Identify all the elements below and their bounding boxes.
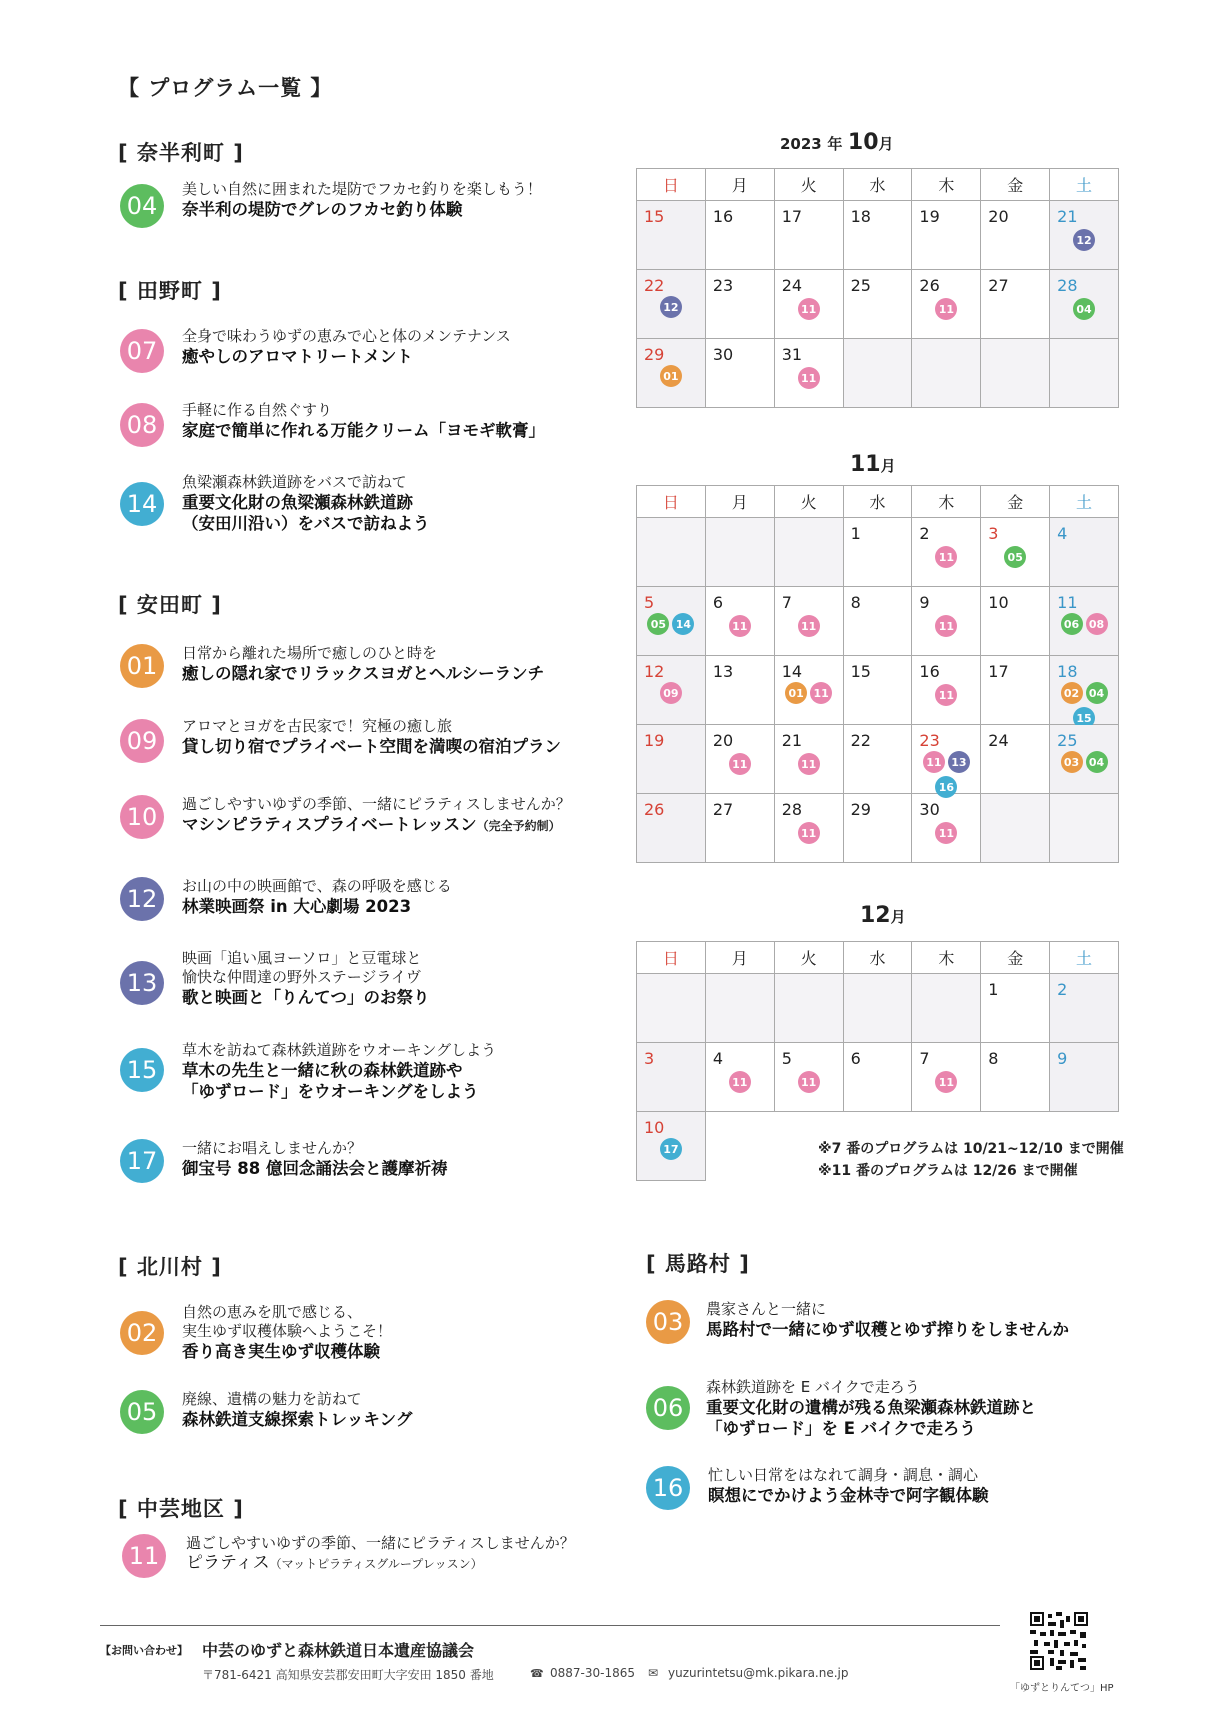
calendar-day <box>844 656 913 725</box>
calendar-day <box>844 201 913 270</box>
program-title: 重要文化財の魚梁瀬森林鉄道跡 <box>182 493 413 512</box>
calendar-day <box>1050 270 1119 339</box>
calendar-october <box>636 168 1119 408</box>
day-number: 20 <box>712 731 734 750</box>
calendar-title-december: 12月 <box>860 903 906 928</box>
program-title: 馬路村で一緒にゆず収穫とゆず搾りをしませんか <box>706 1320 1069 1339</box>
email-address: yuzurintetsu@mk.pikara.ne.jp <box>668 1666 849 1680</box>
program-number-badge: 03 <box>646 1300 690 1344</box>
calendar-day <box>981 974 1050 1043</box>
mail-icon: ✉ <box>648 1666 659 1680</box>
day-number: 26 <box>644 800 665 819</box>
program-subtitle: 過ごしやすいゆずの季節、一緒にピラティスしませんか？ <box>182 795 571 813</box>
calendar-november <box>636 485 1119 863</box>
weekday-header: 金 <box>981 169 1050 201</box>
program-number-badge: 16 <box>646 1466 690 1510</box>
qr-code-icon[interactable] <box>1030 1612 1088 1670</box>
day-number: 22 <box>850 731 871 750</box>
calendar-day <box>1050 339 1119 408</box>
program-title: 癒やしのアロマトリートメント <box>182 347 413 366</box>
program-16 <box>646 1466 1220 1536</box>
calendar-day <box>981 270 1050 339</box>
area-heading-tano: [ 田野町 ] <box>118 279 222 303</box>
program-number-badge: 13 <box>120 961 164 1005</box>
program-number-badge: 12 <box>120 877 164 921</box>
day-number: 23 <box>712 276 734 295</box>
day-number: 28 <box>1057 276 1078 295</box>
day-number: 3 <box>644 1049 655 1068</box>
calendar-day <box>844 270 913 339</box>
day-number: 9 <box>1057 1049 1068 1068</box>
program-14 <box>120 473 700 543</box>
program-number-badge: 02 <box>120 1311 164 1355</box>
program-number-badge: 17 <box>120 1139 164 1183</box>
contact-label: 【お問い合わせ】 <box>100 1644 188 1657</box>
day-number: 21 <box>781 731 803 750</box>
day-number: 4 <box>1057 524 1068 543</box>
area-heading-yasuda: [ 安田町 ] <box>118 593 222 617</box>
calendar-day <box>637 270 706 339</box>
day-number: 24 <box>988 731 1009 750</box>
day-number: 12 <box>644 662 665 681</box>
program-number-badge: 10 <box>120 795 164 839</box>
calendar-day <box>706 518 775 587</box>
area-heading-chugei: [ 中芸地区 ] <box>118 1497 244 1521</box>
calendar-day <box>706 1043 775 1112</box>
program-11 <box>122 1534 702 1604</box>
program-marker: 11 <box>935 822 957 844</box>
calendar-day <box>912 974 981 1043</box>
calendar-day <box>706 794 775 863</box>
calendar-day <box>706 974 775 1043</box>
day-number: 24 <box>781 276 803 295</box>
program-marker: 11 <box>798 1071 820 1093</box>
program-marker: 11 <box>798 753 820 775</box>
day-number: 8 <box>988 1049 999 1068</box>
calendar-title-november: 11月 <box>850 452 896 477</box>
area-heading-umaji: [ 馬路村 ] <box>646 1252 750 1276</box>
weekday-header: 水 <box>844 942 913 974</box>
calendar-day <box>912 794 981 863</box>
program-title: 歌と映画と「りんてつ」のお祭り <box>182 988 430 1007</box>
day-number: 11 <box>1057 593 1078 612</box>
weekday-header: 火 <box>775 169 844 201</box>
program-title: ピラティス <box>186 1553 270 1573</box>
calendar-day <box>844 974 913 1043</box>
day-number: 13 <box>712 662 734 681</box>
program-marker: 11 <box>798 367 820 389</box>
day-number: 2 <box>1057 980 1068 999</box>
program-06 <box>646 1378 1220 1448</box>
calendar-day <box>912 339 981 408</box>
day-number: 25 <box>1057 731 1078 750</box>
day-number: 29 <box>850 800 871 819</box>
calendar-day <box>637 1043 706 1112</box>
calendar-day <box>1050 725 1119 794</box>
day-number: 28 <box>781 800 803 819</box>
calendar-day <box>637 518 706 587</box>
program-title: 瞑想にでかけよう金林寺で阿字観体験 <box>708 1486 989 1505</box>
program-title: 御宝号 88 億回念誦法会と護摩祈祷 <box>182 1159 448 1178</box>
program-subtitle: 自然の恵みを肌で感じる、 <box>182 1303 363 1321</box>
calendar-day <box>844 794 913 863</box>
program-marker: 12 <box>660 296 682 318</box>
calendar-day <box>912 725 981 794</box>
calendar-day <box>706 587 775 656</box>
weekday-header: 木 <box>912 169 981 201</box>
program-marker: 05 <box>1004 546 1026 568</box>
program-title: 森林鉄道支線探索トレッキング <box>182 1410 413 1429</box>
calendar-day <box>775 1043 844 1112</box>
program-marker: 13 <box>948 751 970 773</box>
program-title-line2: 「ゆずロード」をウオーキングをしよう <box>182 1082 479 1101</box>
program-marker: 16 <box>935 776 957 798</box>
schedule-note-1: ※7 番のプログラムは 10/21~12/10 まで開催 <box>818 1141 1124 1157</box>
program-subtitle-line2: 実生ゆず収穫体験へようこそ！ <box>182 1322 393 1340</box>
program-subtitle: 美しい自然に囲まれた堤防でフカセ釣りを楽しもう！ <box>182 180 542 198</box>
program-number-badge: 04 <box>120 184 164 228</box>
calendar-day <box>981 518 1050 587</box>
program-subtitle: 忙しい日常をはなれて調身・調息・調心 <box>708 1466 979 1484</box>
weekday-header: 日 <box>637 169 706 201</box>
program-marker: 17 <box>660 1138 682 1160</box>
calendar-day <box>844 725 913 794</box>
day-number: 29 <box>644 345 665 364</box>
calendar-title-october: 2023 年 10月 <box>780 130 894 155</box>
day-number: 22 <box>644 276 665 295</box>
day-number: 26 <box>919 276 940 295</box>
program-subtitle: 日常から離れた場所で癒しのひと時を <box>182 644 438 662</box>
page-title: 【 プログラム一覧 】 <box>118 76 333 100</box>
program-subtitle: 映画「追い風ヨーソロ」と豆電球と <box>182 949 422 967</box>
calendar-day <box>1050 518 1119 587</box>
day-number: 9 <box>919 593 930 612</box>
weekday-header: 木 <box>912 486 981 518</box>
weekday-header: 月 <box>706 942 775 974</box>
weekday-header: 月 <box>706 169 775 201</box>
program-number-badge: 08 <box>120 403 164 447</box>
address: 〒781-6421 高知県安芸郡安田町大字安田 1850 番地 <box>202 1668 494 1682</box>
calendar-day <box>637 794 706 863</box>
phone-number: 0887-30-1865 <box>550 1666 636 1680</box>
program-marker: 11 <box>935 1071 957 1093</box>
program-marker: 11 <box>810 682 832 704</box>
day-number: 18 <box>850 207 871 226</box>
day-number: 19 <box>919 207 940 226</box>
program-01 <box>120 644 700 714</box>
program-number-badge: 09 <box>120 719 164 763</box>
weekday-header: 土 <box>1050 486 1119 518</box>
area-heading-kitagawa: [ 北川村 ] <box>118 1255 222 1279</box>
program-marker: 11 <box>729 1071 751 1093</box>
day-number: 30 <box>919 800 940 819</box>
program-marker: 11 <box>729 753 751 775</box>
program-number-badge: 14 <box>120 482 164 526</box>
calendar-day <box>981 725 1050 794</box>
program-number-badge: 06 <box>646 1386 690 1430</box>
day-number: 30 <box>712 345 734 364</box>
day-number: 21 <box>1057 207 1078 226</box>
calendar-day <box>775 725 844 794</box>
program-marker: 11 <box>935 615 957 637</box>
program-title-line2: （安田川沿い）をバスで訪ねよう <box>182 514 430 533</box>
calendar-day <box>637 587 706 656</box>
program-marker: 11 <box>935 546 957 568</box>
calendar-day <box>912 587 981 656</box>
day-number: 15 <box>850 662 871 681</box>
calendar-day <box>706 725 775 794</box>
calendar-day <box>637 656 706 725</box>
program-10 <box>120 795 700 865</box>
weekday-header: 日 <box>637 486 706 518</box>
weekday-header: 月 <box>706 486 775 518</box>
calendar-day <box>912 270 981 339</box>
day-number: 6 <box>850 1049 861 1068</box>
program-marker: 01 <box>785 682 807 704</box>
calendar-day <box>775 794 844 863</box>
calendar-day <box>706 339 775 408</box>
program-marker: 11 <box>798 298 820 320</box>
weekday-header: 土 <box>1050 942 1119 974</box>
day-number: 4 <box>712 1049 724 1068</box>
program-marker: 15 <box>1073 707 1095 729</box>
schedule-note-2: ※11 番のプログラムは 12/26 まで開催 <box>818 1163 1078 1179</box>
calendar-day <box>637 201 706 270</box>
day-number: 5 <box>781 1049 792 1068</box>
program-05 <box>120 1390 700 1460</box>
program-note: （マットピラティスグループレッスン） <box>269 1557 483 1571</box>
program-marker: 03 <box>1061 751 1083 773</box>
weekday-header: 土 <box>1050 169 1119 201</box>
program-marker: 11 <box>935 298 957 320</box>
weekday-header: 金 <box>981 486 1050 518</box>
calendar-day <box>981 587 1050 656</box>
program-marker: 04 <box>1073 298 1095 320</box>
program-15 <box>120 1041 700 1111</box>
calendar-day <box>706 656 775 725</box>
day-number: 27 <box>712 800 734 819</box>
program-note: （完全予約制） <box>476 819 561 833</box>
program-marker: 04 <box>1086 682 1108 704</box>
calendar-day <box>1050 656 1119 725</box>
program-subtitle-line2: 愉快な仲間達の野外ステージライヴ <box>182 968 421 986</box>
phone-icon: ☎ <box>530 1667 544 1680</box>
day-number: 20 <box>988 207 1009 226</box>
program-marker: 11 <box>923 751 945 773</box>
calendar-day <box>844 587 913 656</box>
program-17 <box>120 1139 700 1209</box>
day-number: 1 <box>850 524 861 543</box>
program-title: 家庭で簡単に作れる万能クリーム「ヨモギ軟膏」 <box>182 421 545 440</box>
day-number: 19 <box>644 731 665 750</box>
calendar-day <box>637 974 706 1043</box>
calendar-day <box>981 656 1050 725</box>
day-number: 17 <box>988 662 1009 681</box>
day-number: 16 <box>712 207 734 226</box>
program-subtitle: 全身で味わうゆずの恵みで心と体のメンテナンス <box>182 327 511 345</box>
program-title: 香り高き実生ゆず収穫体験 <box>182 1342 380 1361</box>
calendar-day <box>981 339 1050 408</box>
program-marker: 09 <box>660 682 682 704</box>
program-subtitle: 草木を訪ねて森林鉄道跡をウオーキングしよう <box>182 1041 497 1059</box>
program-number-badge: 07 <box>120 329 164 373</box>
program-number-badge: 11 <box>122 1534 166 1578</box>
calendar-day <box>912 518 981 587</box>
program-title: 癒しの隠れ家でリラックスヨガとヘルシーランチ <box>182 664 545 683</box>
program-subtitle: お山の中の映画館で、森の呼吸を感じる <box>182 877 452 895</box>
calendar-day <box>775 974 844 1043</box>
weekday-header: 火 <box>775 942 844 974</box>
program-title: マシンピラティスプライベートレッスン <box>182 815 477 834</box>
program-08 <box>120 401 700 471</box>
day-number: 2 <box>919 524 930 543</box>
day-number: 31 <box>781 345 803 364</box>
qr-code-label: 「ゆずとりんてつ」HP <box>1010 1683 1114 1694</box>
program-title: 重要文化財の遺構が残る魚梁瀬森林鉄道跡と <box>706 1398 1036 1417</box>
program-title: 林業映画祭 in 大心劇場 2023 <box>182 897 412 916</box>
program-marker: 01 <box>660 365 682 387</box>
calendar-day <box>912 201 981 270</box>
program-subtitle: 農家さんと一緒に <box>706 1300 827 1318</box>
program-07 <box>120 327 700 397</box>
calendar-day <box>1050 974 1119 1043</box>
day-number: 5 <box>644 593 655 612</box>
program-marker: 11 <box>798 615 820 637</box>
program-marker: 11 <box>935 684 957 706</box>
day-number: 14 <box>781 662 803 681</box>
program-subtitle: 廃線、遺構の魅力を訪ねて <box>182 1390 362 1408</box>
calendar-day <box>637 1112 706 1181</box>
program-marker: 06 <box>1061 613 1083 635</box>
weekday-header: 水 <box>844 169 913 201</box>
calendar-day <box>844 339 913 408</box>
calendar-day <box>637 339 706 408</box>
calendar-day <box>981 1043 1050 1112</box>
program-marker: 12 <box>1073 229 1095 251</box>
program-marker: 14 <box>672 613 694 635</box>
program-number-badge: 15 <box>120 1048 164 1092</box>
program-marker: 05 <box>647 613 669 635</box>
program-03 <box>646 1300 1220 1370</box>
program-13 <box>120 949 700 1019</box>
calendar-day <box>775 518 844 587</box>
calendar-day <box>775 270 844 339</box>
calendar-day <box>775 587 844 656</box>
day-number: 3 <box>988 524 999 543</box>
day-number: 25 <box>850 276 871 295</box>
area-heading-nahari: [ 奈半利町 ] <box>118 141 244 165</box>
program-title: 貸し切り宿でプライベート空間を満喫の宿泊プラン <box>182 737 562 756</box>
program-title: 奈半利の堤防でグレのフカセ釣り体験 <box>182 200 463 219</box>
calendar-day <box>981 201 1050 270</box>
calendar-day <box>775 656 844 725</box>
calendar-day <box>706 201 775 270</box>
day-number: 23 <box>919 731 940 750</box>
calendar-day <box>844 1043 913 1112</box>
program-12 <box>120 877 700 947</box>
organization-name: 中芸のゆずと森林鉄道日本遺産協議会 <box>202 1641 475 1660</box>
day-number: 18 <box>1057 662 1078 681</box>
day-number: 8 <box>850 593 861 612</box>
program-title-line2: 「ゆずロード」を E バイクで走ろう <box>706 1419 976 1438</box>
calendar-day <box>775 339 844 408</box>
program-number-badge: 01 <box>120 644 164 688</box>
day-number: 16 <box>919 662 940 681</box>
calendar-day <box>637 725 706 794</box>
day-number: 1 <box>988 980 999 999</box>
program-02 <box>120 1303 700 1373</box>
program-subtitle: 一緒にお唱えしませんか？ <box>182 1139 363 1157</box>
program-marker: 04 <box>1086 751 1108 773</box>
weekday-header: 火 <box>775 486 844 518</box>
program-09 <box>120 717 700 787</box>
weekday-header: 日 <box>637 942 706 974</box>
day-number: 15 <box>644 207 665 226</box>
program-number-badge: 05 <box>120 1390 164 1434</box>
calendar-day <box>1050 587 1119 656</box>
calendar-day <box>775 201 844 270</box>
program-subtitle: アロマとヨガを古民家で！究極の癒し旅 <box>182 717 453 735</box>
day-number: 10 <box>644 1118 665 1137</box>
calendar-day <box>1050 1043 1119 1112</box>
day-number: 10 <box>988 593 1009 612</box>
calendar-day <box>706 270 775 339</box>
program-marker: 08 <box>1086 613 1108 635</box>
program-marker: 11 <box>729 615 751 637</box>
calendar-day <box>912 656 981 725</box>
day-number: 7 <box>781 593 792 612</box>
day-number: 27 <box>988 276 1009 295</box>
calendar-day <box>1050 794 1119 863</box>
weekday-header: 金 <box>981 942 1050 974</box>
footer-divider <box>100 1625 1000 1626</box>
program-marker: 11 <box>798 822 820 844</box>
calendar-day <box>1050 201 1119 270</box>
weekday-header: 木 <box>912 942 981 974</box>
program-subtitle: 過ごしやすいゆずの季節、一緒にピラティスしませんか？ <box>186 1534 575 1552</box>
program-subtitle: 手軽に作る自然ぐすり <box>182 401 333 419</box>
program-title: 草木の先生と一緒に秋の森林鉄道跡や <box>182 1061 463 1080</box>
day-number: 7 <box>919 1049 930 1068</box>
program-subtitle: 魚梁瀬森林鉄道跡をバスで訪ねて <box>182 473 407 491</box>
calendar-day <box>912 1043 981 1112</box>
day-number: 17 <box>781 207 803 226</box>
calendar-day <box>844 518 913 587</box>
program-04 <box>120 180 700 250</box>
calendar-day <box>981 794 1050 863</box>
program-subtitle: 森林鉄道跡を E バイクで走ろう <box>706 1378 920 1396</box>
program-marker: 02 <box>1061 682 1083 704</box>
day-number: 6 <box>712 593 724 612</box>
weekday-header: 水 <box>844 486 913 518</box>
